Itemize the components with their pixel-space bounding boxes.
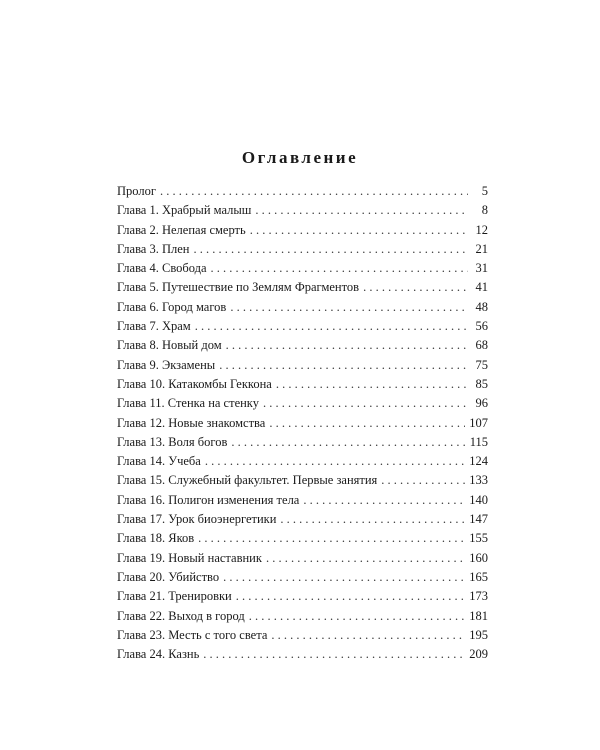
toc-entry xyxy=(117,587,488,606)
toc-entry-page-number: 165 xyxy=(469,569,488,584)
table-of-contents xyxy=(117,182,488,664)
toc-entry-label: Глава 2. Нелепая смерть xyxy=(117,222,246,237)
toc-entry-label: Глава 17. Урок биоэнергетики xyxy=(117,512,277,527)
dot-leader xyxy=(219,356,468,375)
dot-leader xyxy=(195,317,468,336)
toc-entry-label: Пролог xyxy=(117,184,156,198)
toc-entry-page-number: 209 xyxy=(469,647,488,662)
toc-entry-label: Глава 12. Новые знакомства xyxy=(117,415,266,430)
dot-leader xyxy=(203,645,465,664)
dot-leader xyxy=(205,452,465,471)
dot-leader xyxy=(276,375,468,394)
dot-leader xyxy=(303,491,465,510)
toc-entry xyxy=(117,510,488,529)
dot-leader xyxy=(271,626,465,645)
dot-leader xyxy=(230,298,468,317)
toc-entry xyxy=(117,298,488,317)
toc-entry-label: Глава 20. Убийство xyxy=(117,569,220,584)
toc-entry-page-number: 107 xyxy=(469,415,488,430)
toc-entry xyxy=(117,201,488,220)
toc-entry-label: Глава 21. Тренировки xyxy=(117,589,232,604)
toc-entry-page-number: 181 xyxy=(469,608,488,623)
toc-entry-label: Глава 1. Храбрый малыш xyxy=(117,203,252,218)
toc-entry xyxy=(117,240,488,259)
toc-entry-page-number: 133 xyxy=(469,473,488,488)
toc-entry xyxy=(117,221,488,240)
toc-entry-page-number: 173 xyxy=(469,589,488,604)
toc-entry-label: Глава 16. Полигон изменения тела xyxy=(117,492,300,507)
toc-entry xyxy=(117,452,488,471)
dot-leader xyxy=(280,510,465,529)
dot-leader xyxy=(250,221,468,240)
toc-entry-label: Глава 9. Экзамены xyxy=(117,357,216,372)
dot-leader xyxy=(236,587,466,606)
toc-entry-label: Глава 15. Служебный факультет. Первые занятия xyxy=(117,473,378,488)
dot-leader xyxy=(381,471,465,490)
toc-entry-label: Глава 10. Катакомбы Гекконa xyxy=(117,376,272,391)
toc-entry-label: Глава 7. Храм xyxy=(117,319,191,334)
toc-entry-label: Глава 22. Выход в город xyxy=(117,608,245,623)
toc-entry xyxy=(117,182,488,201)
dot-leader xyxy=(266,549,465,568)
toc-entry-page-number: 68 xyxy=(475,338,488,353)
toc-entry xyxy=(117,607,488,626)
dot-leader xyxy=(194,240,469,259)
dot-leader xyxy=(269,414,465,433)
toc-entry-page-number: 12 xyxy=(475,222,488,237)
toc-entry-page-number: 195 xyxy=(469,627,488,642)
toc-entry xyxy=(117,433,488,452)
toc-entry-page-number: 155 xyxy=(469,531,488,546)
dot-leader xyxy=(160,182,468,201)
toc-entry-page-number: 140 xyxy=(469,492,488,507)
dot-leader xyxy=(211,259,468,278)
toc-entry-page-number: 160 xyxy=(469,550,488,565)
toc-entry-label: Глава 14. Учеба xyxy=(117,454,201,469)
toc-entry xyxy=(117,356,488,375)
toc-entry xyxy=(117,471,488,490)
toc-entry xyxy=(117,549,488,568)
toc-entry-page-number: 147 xyxy=(469,512,488,527)
dot-leader xyxy=(249,607,466,626)
toc-entry-page-number: 41 xyxy=(475,280,488,295)
toc-entry-label: Глава 11. Стенка на стенку xyxy=(117,396,259,411)
toc-entry xyxy=(117,375,488,394)
toc-entry-page-number: 75 xyxy=(475,357,488,372)
toc-entry-page-number: 124 xyxy=(469,454,488,469)
toc-entry-label: Глава 24. Казнь xyxy=(117,647,200,662)
toc-entry-page-number: 96 xyxy=(475,396,488,411)
dot-leader xyxy=(226,336,468,355)
dot-leader xyxy=(363,278,468,297)
toc-entry-page-number: 31 xyxy=(475,261,488,276)
dot-leader xyxy=(263,394,468,413)
toc-entry-page-number: 85 xyxy=(475,376,488,391)
toc-entry xyxy=(117,394,488,413)
toc-entry-page-number: 56 xyxy=(475,319,488,334)
dot-leader xyxy=(198,529,465,548)
toc-entry-label: Глава 13. Воля богов xyxy=(117,434,228,449)
toc-entry-label: Глава 5. Путешествие по Землям Фрагментов xyxy=(117,280,360,295)
toc-entry-label: Глава 23. Месть с того света xyxy=(117,627,268,642)
dot-leader xyxy=(223,568,465,587)
toc-entry-label: Глава 8. Новый дом xyxy=(117,338,222,353)
toc-entry-page-number: 48 xyxy=(475,299,488,314)
toc-entry xyxy=(117,317,488,336)
toc-entry xyxy=(117,336,488,355)
dot-leader xyxy=(255,201,468,220)
toc-entry-label: Глава 6. Город магов xyxy=(117,299,227,314)
toc-entry xyxy=(117,529,488,548)
toc-entry-page-number: 8 xyxy=(481,203,488,218)
toc-entry xyxy=(117,259,488,278)
toc-entry xyxy=(117,491,488,510)
toc-entry-page-number: 115 xyxy=(469,434,488,449)
toc-entry-page-number: 21 xyxy=(475,241,488,256)
toc-entry-label: Глава 4. Свобода xyxy=(117,261,207,276)
toc-entry-label: Глава 18. Яков xyxy=(117,531,195,546)
toc-entry xyxy=(117,626,488,645)
toc-entry-page-number: 5 xyxy=(481,184,488,198)
page-title: Оглавление xyxy=(241,148,359,167)
toc-entry xyxy=(117,568,488,587)
toc-entry xyxy=(117,278,488,297)
toc-entry-label: Глава 19. Новый наставник xyxy=(117,550,262,565)
toc-entry-label: Глава 3. Плен xyxy=(117,241,190,256)
dot-leader xyxy=(231,433,465,452)
toc-entry xyxy=(117,645,488,664)
toc-entry xyxy=(117,414,488,433)
